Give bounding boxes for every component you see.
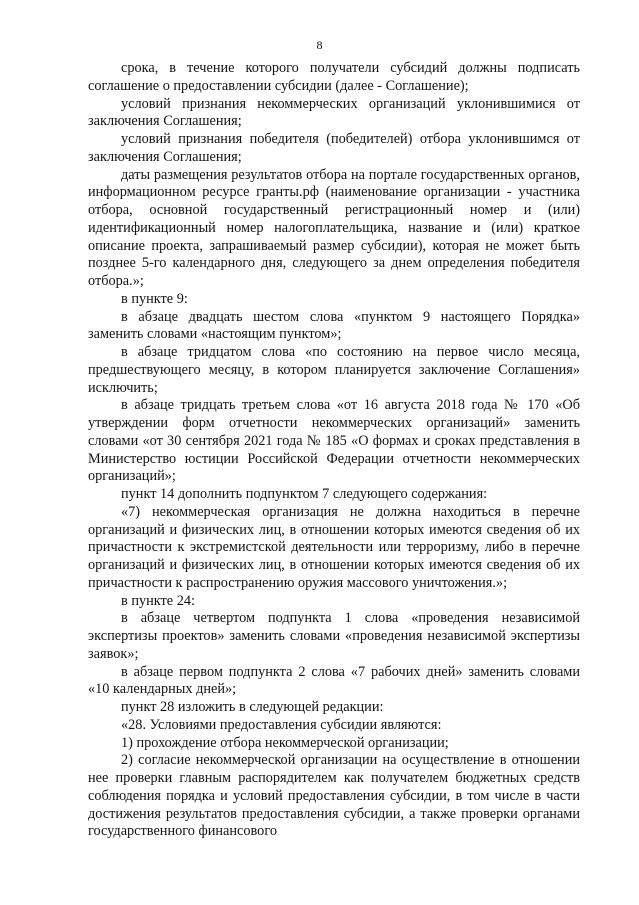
paragraph-subpoint-7: «7) некоммерческая организация не должна находиться в перечне организаций и физических лиц, в отношении которых имеются сведения об их причастности к экстремистской деятельности или терроризму, либо в перечне организаций и физических лиц, в отношении которых имеются сведения об их причастности к распространению оружия массового уничтожения.»;: [88, 503, 580, 591]
page-number: 8: [316, 38, 323, 52]
paragraph-point-28-conditions: «28. Условиями предоставления субсидии являются:: [121, 716, 442, 733]
paragraph-abzac-4-sub-1: в абзаце четвертом подпункта 1 слова «проведения независимой экспертизы проектов» заменить словами «проведения независимой экспертизы заявок»;: [88, 610, 580, 662]
paragraph-point-14: пункт 14 дополнить подпунктом 7 следующего содержания:: [121, 486, 488, 502]
paragraph-agreement-deadline: срока, в течение которого получатели субсидий должны подписать соглашение о предоставлении субсидии (далее - Соглашение);: [88, 60, 580, 94]
paragraph-nko-evasion: условий признания некоммерческих организаций уклонившимися от заключения Соглашения;: [88, 95, 580, 130]
paragraph-point-24: в пункте 24:: [121, 592, 195, 609]
paragraph-abzac-33: в абзаце тридцать третьем слова «от 16 августа 2018 года № 170 «Об утверждении форм отчетности некоммерческих организаций» заменить словами «от 30 сентября 2021 года № 185 «О формах и сроках представления в Министерство юстиции Российской Федерации отчетности некоммерческих организаций»;: [88, 397, 580, 485]
paragraph-abzac-26: в абзаце двадцать шестом слова «пунктом 9 настоящего Порядка» заменить словами «настоящим пунктом»;: [88, 308, 580, 343]
document-body: [88, 60, 580, 841]
paragraph-condition-2: 2) согласие некоммерческой организации на осуществление в отношении нее проверки главным распорядителем как получателем бюджетных средств соблюдения порядка и условий предоставления субсидии, в том числе в части достижения результатов предоставления субсидии, а также проверки органами государственного финансового: [88, 752, 580, 840]
paragraph-abzac-1-sub-2: в абзаце первом подпункта 2 слова «7 рабочих дней» заменить словами «10 календарных дней»;: [88, 663, 580, 698]
paragraph-results-publication: даты размещения результатов отбора на портале государственных органов, информационном ресурсе гранты.рф (наименование организации - участника отбора, основной государственный регистрационный номер и (или) идентификационный номер налогоплательщика, название и (или) краткое описание проекта, запрашиваемый размер субсидии), которая не может быть позднее 5-го календарного дня, следующего за днем определения победителя отбора.»;: [88, 166, 580, 289]
paragraph-winner-evasion: условий признания победителя (победителей) отбора уклонившимся от заключения Соглашения;: [88, 131, 580, 165]
paragraph-point-28: пункт 28 изложить в следующей редакции:: [121, 699, 384, 715]
paragraph-condition-1: 1) прохождение отбора некоммерческой организации;: [121, 734, 449, 751]
paragraph-abzac-30: в абзаце тридцатом слова «по состоянию на первое число месяца, предшествующего месяцу, в котором планируется заключение Соглашения» исключить;: [88, 344, 580, 396]
paragraph-point-9: в пункте 9:: [121, 290, 188, 307]
